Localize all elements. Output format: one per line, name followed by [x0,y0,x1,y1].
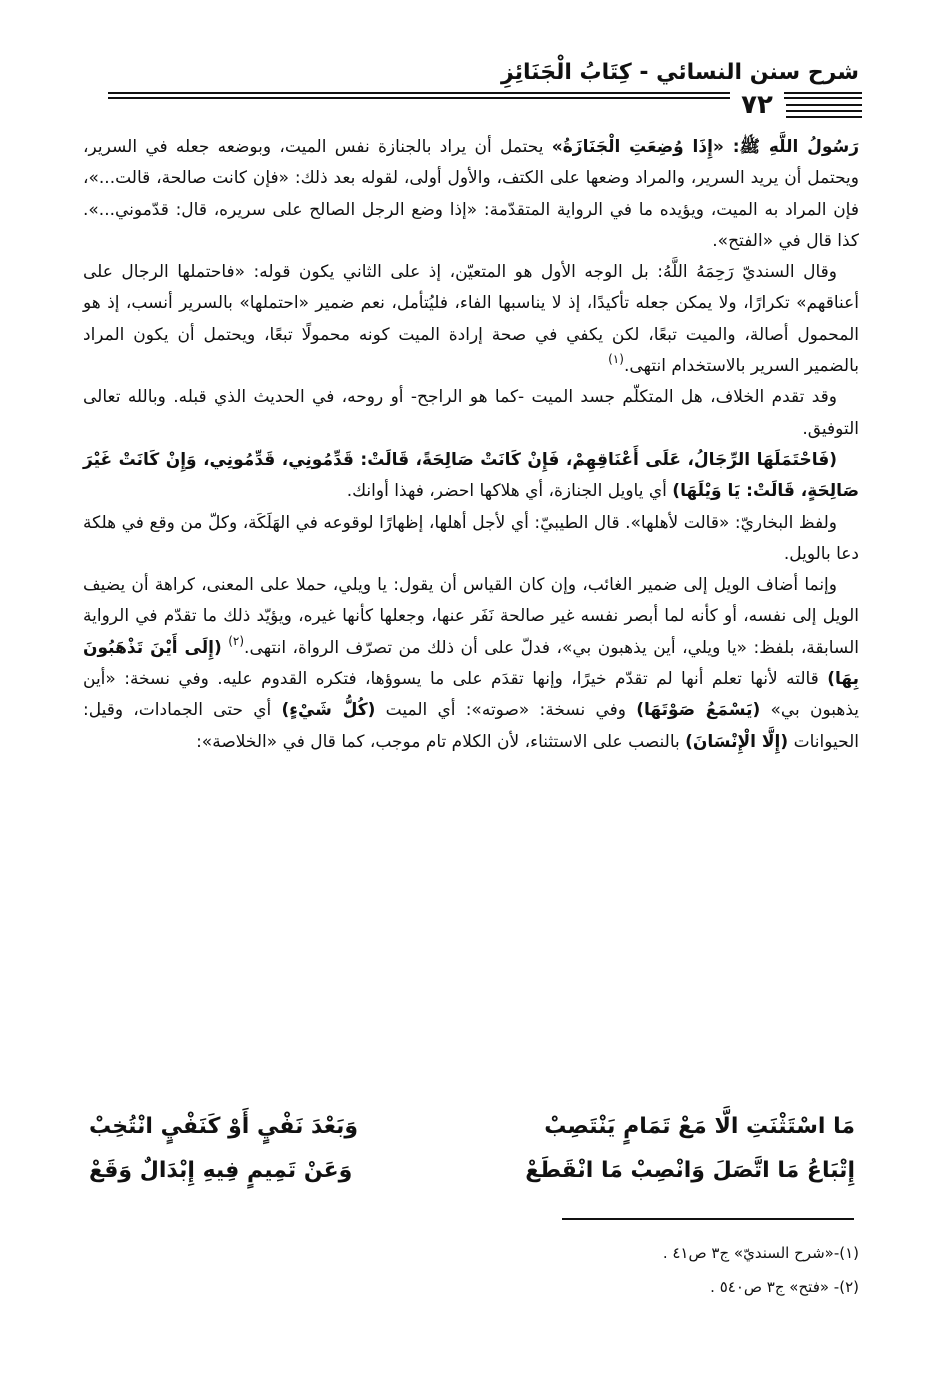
paragraph [83,132,859,257]
commentary-text: وفي نسخة: «صوته»: أي الميت [385,700,626,721]
verse-line [89,1148,855,1192]
verse-line [89,1104,855,1148]
paragraph [83,382,859,445]
footnote-marker: (١) [608,352,624,367]
commentary-text: يحتمل أن يراد بالجنازة نفس الميت، وبوضعه جعله في السرير، ويحتمل أن يريد السرير، والمراد وضعها على الكتف، والأول أولى، لقوله بعد ذلك: «فإن كانت صالحة، قالت...»، فإن المراد به الميت، ويؤيده ما في الرواية المتقدّمة: «إذا وضع الرجل الصالح على سريره، قال: قدّموني...». كذا قال في «الفتح». [83,137,859,251]
page-number: ٧٢ [730,88,784,122]
commentary-text: وقد تقدم الخلاف، هل المتكلّم جسد الميت -كما هو الراجح- أو روحه، في الحديث الذي قبله. وبالله تعالى التوفيق. [83,387,859,439]
hadith-quote: (إِلَّا الْإِنْسَانَ) [685,731,789,752]
paragraph [83,508,859,571]
page-number-rule [786,110,862,112]
page-number-rule [786,104,862,106]
hadith-quote: (يَسْمَعُ صَوْتَهَا) [636,700,761,721]
commentary-text: أي ياويل الجنازة، أي هلاكها احضر، فهذا أوانك. [346,481,667,502]
hadith-quote: (كُلُّ شَيْءٍ) [281,700,376,721]
verse-hemistich-left: وَعَنْ تَمِيمٍ فِيهِ إِبْدَالٌ وَقَعْ [89,1157,353,1183]
commentary-text: وقال السنديّ رَحِمَهُ اللَّهُ: بل الوجه الأول هو المتعيّن، إذ على الثاني يكون قوله: «فاحتملها الرجال على أعناقهم» تكرارًا، ولا يمكن جعله تأكيدًا، إذ لا يناسبها الفاء، فليُتأمل، نعم ضمير «احتملها» بالسرير أنسب، إذ هو المحمول أصالة، والميت تبعًا، لكن يكفي في صحة إرادة الميت كونه محمولًا تبعًا، ويحتمل أن يكون المراد بالضمير السرير بالاستخدام انتهى. [83,262,859,377]
hadith-quote: (إِلَى أَيْنَ تَذْهَبُونَ بِهَا) [83,637,859,690]
paragraph [83,257,859,382]
commentary-text: بالنصب على الاستثناء، لأن الكلام تام موجب، كما قال في «الخلاصة»: [196,731,680,752]
footnote: (٢)- «فتح» ج٣ ص٥٤٠ . [710,1278,859,1296]
paragraph [83,570,859,758]
commentary-text: أي حتى الجمادات، وقيل: الحيوانات [83,700,859,752]
commentary-text: قالته لأنها تعلم أنها لم تقدّم خيرًا، وإنها تقدَم على ما يسوؤها، فتكره القدوم عليه. وفي نسخة: «أين يذهبون بي» [83,669,860,721]
page-number-rule [786,116,862,118]
footnote-separator [562,1218,854,1220]
footnote-marker: (٢) [228,633,245,648]
verse-hemistich-left: وَبَعْدَ نَفْيٍ أَوْ كَنَفْيٍ انْتُخِبْ [89,1113,359,1139]
paragraph [83,445,859,508]
commentary-text: وإنما أضاف الويل إلى ضمير الغائب، وإن كان القياس أن يقول: يا ويلي، حملا على المعنى، كراهة أن يضيف الويل إلى نفسه، أو كأنه لما أبصر نفسه غير صالحة نَفَر عنها، وجعلها كأنها غيره، ويؤيّد ذلك ما تقدّم في الرواية السابقة، بلفظ: «يا ويلي، أين يذهبون بي»، فدلّ على أن ذلك من تصرّف الرواة، انتهى. [83,575,860,658]
hadith-quote: (فَاحْتَمَلَهَا الرِّجَالُ، عَلَى أَعْنَاقِهِمْ، فَإِنْ كَانَتْ صَالِحَةً، قَالَتْ: قَدِّمُونِي، قَدِّمُونِي، وَإِنْ كَانَتْ غَيْرَ صَالِحَةٍ، قَالَتْ: يَا وَيْلَهَا) [83,449,859,502]
verse-hemistich-right: إِتْبَاعُ مَا اتَّصَلَ وَانْصِبْ مَا انْقَطَعْ [525,1157,855,1183]
commentary-text: ولفظ البخاريّ: «قالت لأهلها». قال الطيبيّ: أي لأجل أهلها، إظهارًا لوقوعه في الهَلَكَة، وكلّ من وقع في هلكة دعا بالويل. [83,512,859,564]
body-text [83,132,859,758]
running-title: شرح سنن النسائي - كِتَابُ الْجَنَائِزِ [501,60,859,85]
footnotes [83,1236,859,1304]
hadith-quote: رَسُولُ اللَّهِ ﷺ: «إِذَا وُضِعَتِ الْجَنَازَةُ» [551,137,859,157]
verse-hemistich-right: مَا اسْتَثْنَتِ الَّا مَعْ تَمَامٍ يَنْتَصِبْ [544,1113,855,1139]
footnote: (١)-«شرح السنديّ» ج٣ ص٤١ . [662,1244,859,1262]
